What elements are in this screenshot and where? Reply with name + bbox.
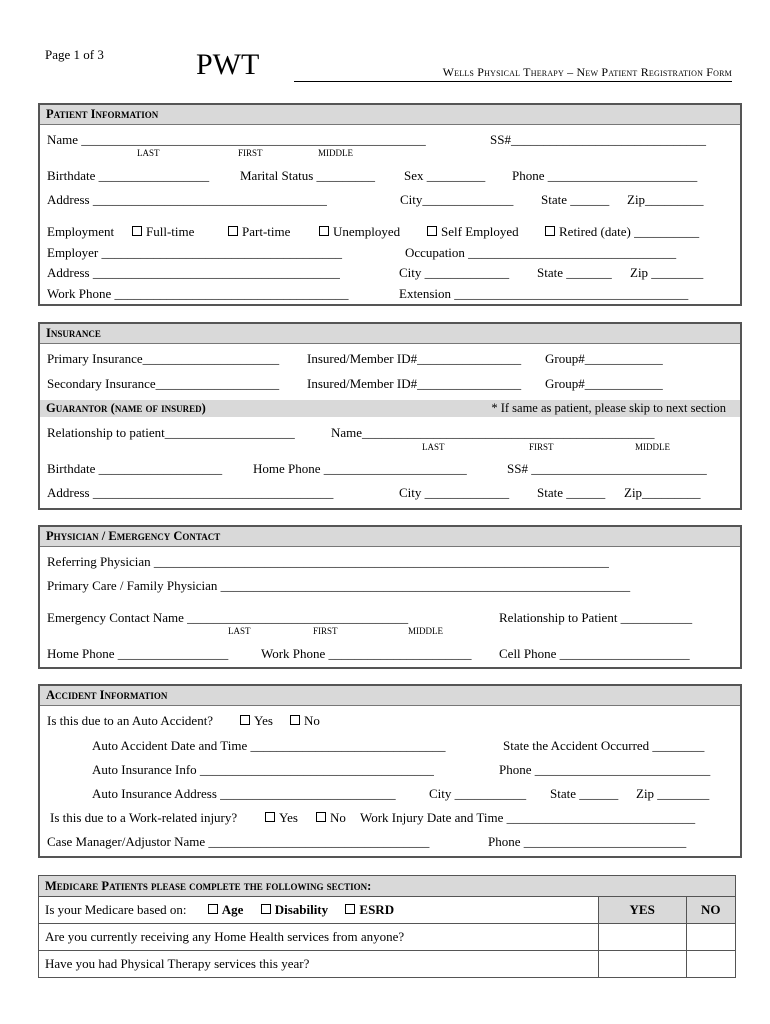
name-field[interactable]: Name _____________________________________________________: [47, 132, 426, 147]
employment-label: Employment: [47, 224, 115, 239]
marital-status-field[interactable]: Marital Status _________: [240, 168, 376, 183]
patient-information-section: [38, 103, 742, 306]
emergency-contact-field[interactable]: Emergency Contact Name __________________________________: [47, 610, 409, 625]
parttime-label: Part-time: [242, 224, 291, 239]
phone-field[interactable]: Phone _______________________: [512, 168, 698, 183]
employer-city-field[interactable]: City _____________: [399, 265, 510, 280]
esrd-label: ESRD: [359, 902, 395, 917]
guarantor-state-field[interactable]: State ______: [537, 485, 606, 500]
medicare-heading: Medicare Patients please complete the following section:: [39, 876, 736, 897]
occupation-field[interactable]: Occupation ________________________________: [405, 245, 677, 260]
state-field[interactable]: State ______: [541, 192, 610, 207]
unemployed-label: Unemployed: [333, 224, 401, 239]
form-title: Wells Physical Therapy – New Patient Registration Form: [294, 65, 732, 82]
employer-state-field[interactable]: State _______: [537, 265, 612, 280]
guarantor-heading: [40, 400, 740, 417]
logo: PWT: [196, 48, 260, 81]
middle-label: MIDDLE: [408, 626, 443, 636]
employer-address-field[interactable]: Address ______________________________________: [47, 265, 340, 280]
last-label: LAST: [228, 626, 251, 636]
secondary-insurance-field[interactable]: Secondary Insurance___________________: [47, 376, 280, 391]
guarantor-city-field[interactable]: City _____________: [399, 485, 510, 500]
last-label: LAST: [422, 442, 445, 452]
sex-field[interactable]: Sex _________: [404, 168, 486, 183]
secondary-group-field[interactable]: Group#____________: [545, 376, 663, 391]
disability-label: Disability: [274, 902, 329, 917]
checkbox-icon[interactable]: [427, 226, 437, 236]
no-column-header: NO: [686, 897, 735, 924]
fulltime-option[interactable]: [132, 224, 194, 240]
retired-option[interactable]: [545, 224, 699, 240]
ss-field[interactable]: SS#______________________________: [490, 132, 706, 147]
birthdate-field[interactable]: Birthdate _________________: [47, 168, 210, 183]
medicare-based-on-row: [39, 897, 599, 924]
secondary-member-id-field[interactable]: Insured/Member ID#________________: [307, 376, 522, 391]
checkbox-icon[interactable]: [265, 812, 275, 822]
checkbox-icon[interactable]: [316, 812, 326, 822]
work-injury-date-field[interactable]: Work Injury Date and Time _____________________________: [360, 810, 696, 825]
primary-physician-field[interactable]: Primary Care / Family Physician _______________________________________________________________: [47, 578, 631, 593]
home-health-question: Are you currently receiving any Home Health services from anyone?: [39, 924, 599, 951]
primary-group-field[interactable]: Group#____________: [545, 351, 663, 366]
medicare-table: [38, 875, 736, 978]
guarantor-heading-text: Guarantor (name of insured): [46, 401, 206, 415]
physical-therapy-yes-cell[interactable]: [598, 951, 686, 978]
checkbox-icon[interactable]: [240, 715, 250, 725]
parttime-option[interactable]: [228, 224, 290, 240]
physical-therapy-question: Have you had Physical Therapy services this year?: [39, 951, 599, 978]
case-manager-field[interactable]: Case Manager/Adjustor Name __________________________________: [47, 834, 430, 849]
auto-insurance-field[interactable]: Auto Insurance Info ____________________________________: [92, 762, 434, 777]
emergency-cellphone-field[interactable]: Cell Phone ____________________: [499, 646, 690, 661]
auto-insurance-phone-field[interactable]: Phone ___________________________: [499, 762, 711, 777]
guarantor-homephone-field[interactable]: Home Phone ______________________: [253, 461, 467, 476]
auto-insurance-city-field[interactable]: City ___________: [429, 786, 527, 801]
section-heading: Patient Information: [40, 105, 740, 125]
referring-physician-field[interactable]: Referring Physician ______________________________________________________________________: [47, 554, 609, 569]
guarantor-address-field[interactable]: Address _____________________________________: [47, 485, 334, 500]
extension-field[interactable]: Extension ____________________________________: [399, 286, 689, 301]
guarantor-zip-field[interactable]: Zip_________: [624, 485, 701, 500]
home-health-no-cell[interactable]: [686, 924, 735, 951]
physician-section: [38, 525, 742, 669]
auto-no-option[interactable]: [290, 713, 320, 729]
last-label: LAST: [137, 148, 160, 158]
age-label: Age: [221, 902, 244, 917]
accident-section: [38, 684, 742, 858]
retired-label: Retired (date) __________: [559, 224, 700, 239]
emergency-relationship-field[interactable]: Relationship to Patient ___________: [499, 610, 693, 625]
primary-member-id-field[interactable]: Insured/Member ID#________________: [307, 351, 522, 366]
yes-label: Yes: [279, 810, 298, 825]
work-yes-option[interactable]: [265, 810, 298, 826]
self-employed-label: Self Employed: [441, 224, 519, 239]
home-health-yes-cell[interactable]: [598, 924, 686, 951]
guarantor-note: * If same as patient, please skip to next section: [491, 401, 726, 415]
section-heading: Insurance: [40, 324, 740, 344]
middle-label: MIDDLE: [318, 148, 353, 158]
middle-label: MIDDLE: [635, 442, 670, 452]
page-number: Page 1 of 3: [45, 47, 104, 62]
physical-therapy-no-cell[interactable]: [686, 951, 735, 978]
auto-insurance-address-field[interactable]: Auto Insurance Address ___________________________: [92, 786, 396, 801]
first-label: FIRST: [529, 442, 554, 452]
auto-date-field[interactable]: Auto Accident Date and Time ______________________________: [92, 738, 446, 753]
checkbox-icon[interactable]: [132, 226, 142, 236]
checkbox-icon[interactable]: [290, 715, 300, 725]
guarantor-name-field[interactable]: Name_____________________________________________: [331, 425, 655, 440]
city-field[interactable]: City______________: [400, 192, 514, 207]
state-occurred-field[interactable]: State the Accident Occurred ________: [503, 738, 705, 753]
yes-column-header: YES: [598, 897, 686, 924]
checkbox-icon[interactable]: [228, 226, 238, 236]
zip-field[interactable]: Zip_________: [627, 192, 704, 207]
emergency-workphone-field[interactable]: Work Phone ______________________: [261, 646, 472, 661]
unemployed-option[interactable]: [319, 224, 400, 240]
esrd-option[interactable]: [345, 902, 394, 917]
no-label: No: [330, 810, 346, 825]
employer-zip-field[interactable]: Zip ________: [630, 265, 704, 280]
section-heading: Accident Information: [40, 686, 740, 706]
case-manager-phone-field[interactable]: Phone _________________________: [488, 834, 687, 849]
relationship-field[interactable]: Relationship to patient____________________: [47, 425, 295, 440]
checkbox-icon[interactable]: [345, 904, 355, 914]
work-phone-field[interactable]: Work Phone ____________________________________: [47, 286, 349, 301]
checkbox-icon[interactable]: [261, 904, 271, 914]
first-label: FIRST: [238, 148, 263, 158]
guarantor-ss-field[interactable]: SS# ___________________________: [507, 461, 707, 476]
guarantor-birthdate-field[interactable]: Birthdate ___________________: [47, 461, 223, 476]
auto-accident-question: Is this due to an Auto Accident?: [47, 713, 214, 728]
checkbox-icon[interactable]: [319, 226, 329, 236]
work-no-option[interactable]: [316, 810, 346, 826]
work-injury-question: Is this due to a Work-related injury?: [50, 810, 238, 825]
primary-insurance-field[interactable]: Primary Insurance_____________________: [47, 351, 280, 366]
self-employed-option[interactable]: [427, 224, 519, 240]
medicare-based-on-label: Is your Medicare based on:: [45, 902, 187, 917]
first-label: FIRST: [313, 626, 338, 636]
employer-field[interactable]: Employer _____________________________________: [47, 245, 343, 260]
emergency-homephone-field[interactable]: Home Phone _________________: [47, 646, 229, 661]
address-field[interactable]: Address ____________________________________: [47, 192, 327, 207]
checkbox-icon[interactable]: [545, 226, 555, 236]
auto-insurance-zip-field[interactable]: Zip ________: [636, 786, 710, 801]
no-label: No: [304, 713, 320, 728]
disability-option[interactable]: [261, 902, 328, 917]
fulltime-label: Full-time: [146, 224, 195, 239]
insurance-section: [38, 322, 742, 510]
section-heading: Physician / Emergency Contact: [40, 527, 740, 547]
checkbox-icon[interactable]: [208, 904, 218, 914]
auto-yes-option[interactable]: [240, 713, 273, 729]
yes-label: Yes: [254, 713, 273, 728]
auto-insurance-state-field[interactable]: State ______: [550, 786, 619, 801]
age-option[interactable]: [208, 902, 244, 917]
